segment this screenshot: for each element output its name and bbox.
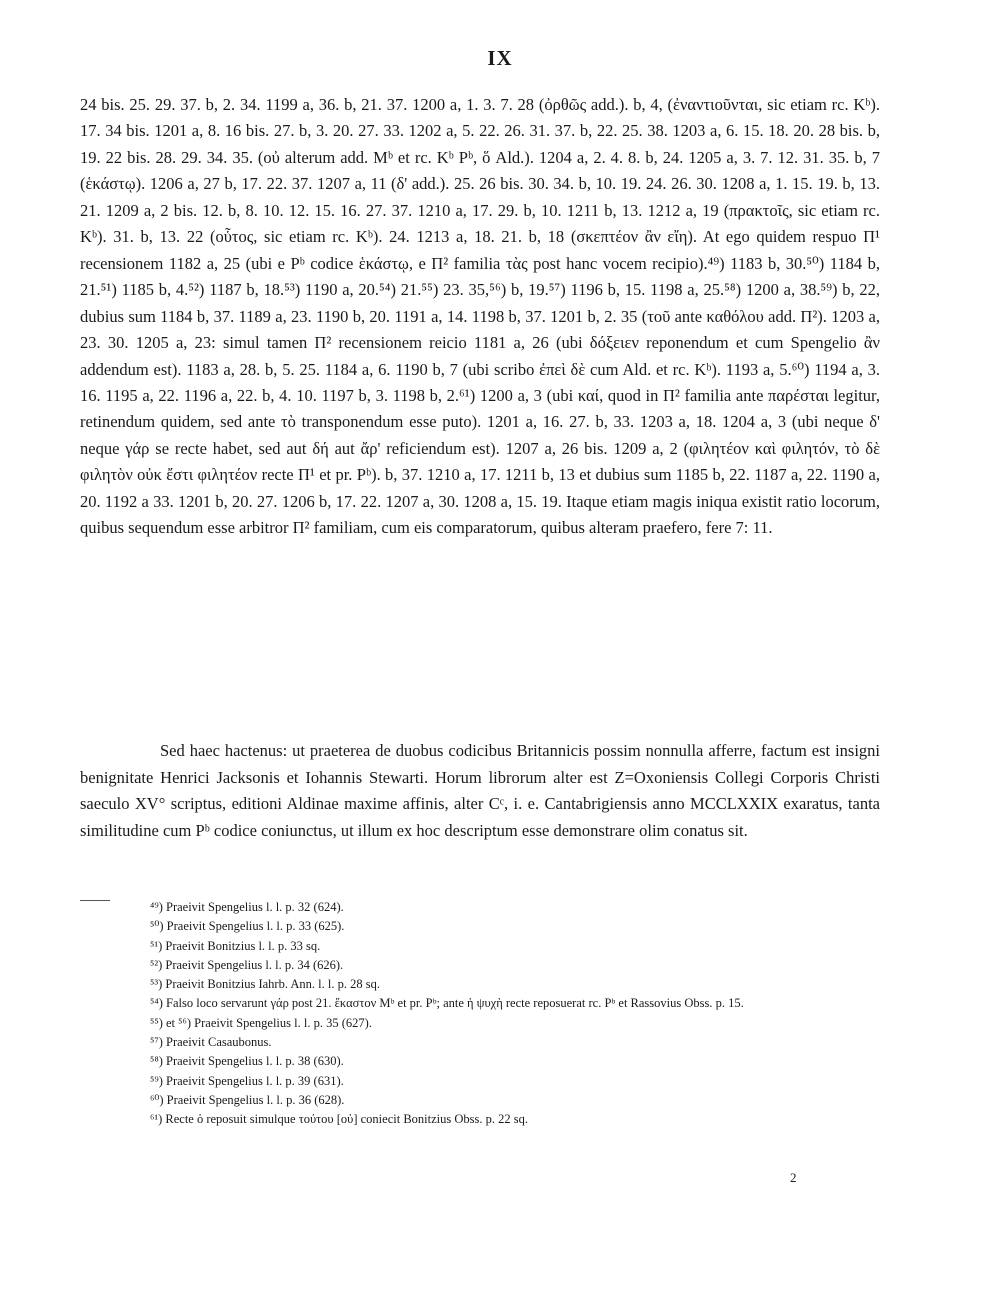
signature-mark: 2 [790,1170,797,1185]
footnote: ⁵¹) Praeivit Bonitzius l. l. p. 33 sq. [150,938,321,953]
footnotes [80,898,880,1130]
footnote: ⁵⁰) Praeivit Spengelius l. l. p. 33 (625). [150,919,345,934]
footnote: ⁵³) Praeivit Bonitzius Iahrb. Ann. l. l. p. 28 sq. [150,977,380,992]
footnote: ⁵⁹) Praeivit Spengelius l. l. p. 39 (631). [150,1073,344,1088]
paragraph: Sed haec hactenus: ut praeterea de duobus codicibus Britannicis possim nonnulla afferre, factum est insigni benignitate Henrici Jacksonis et Iohannis Stewarti. Horum librorum alter est Z=Oxoniensis Collegi Corporis Christi saeculo XV° scriptus, editioni Aldinae maxime affinis, alter Cᶜ, i. e. Cantabrigiensis anno MCCLXXIX exaratus, tanta similitudine cum Pᵇ codice coniunctus, ut illum ex hoc descriptum esse demonstrare olim conatus sit. [80,741,880,840]
footnote: ⁶¹) Recte ὁ reposuit simulque τούτου [οὐ] coniecit Bonitzius Obss. p. 22 sq. [150,1112,528,1127]
footnote: ⁵⁸) Praeivit Spengelius l. l. p. 38 (630). [150,1054,344,1069]
footnote: ⁶⁰) Praeivit Spengelius l. l. p. 36 (628). [150,1092,345,1107]
footnote: ⁵⁵) et ⁵⁶) Praeivit Spengelius l. l. p. 35 (627). [150,1015,372,1030]
paragraph: 24 bis. 25. 29. 37. b, 2. 34. 1199 a, 36. b, 21. 37. 1200 a, 1. 3. 7. 28 (ὀρθῶς add.). b, 4, (ἐναντιοῦνται, sic etiam rc. Kᵇ). 17. 34 bis. 1201 a, 8. 16 bis. 27. b, 3. 20. 27. 33. 1202 a, 5. 22. 26. 31. 37. b, 22. 25. 38. 1203 a, 6. 15. 18. 20. 28 bis. b, 19. 22 bis. 28. 29. 34. 35. (οὐ alterum add. Mᵇ et rc. Kᵇ Pᵇ, ὅ Ald.). 1204 a, 2. 4. 8. b, 24. 1205 a, 3. 7. 12. 31. 35. b, 7 (ἑκάστῳ). 1206 a, 27 b, 17. 22. 37. 1207 a, 11 (δ' add.). 25. 26 bis. 30. 34. b, 10. 19. 24. 26. 30. 1208 a, 1. 15. 19. b, 13. 21. 1209 a, 2 bis. 12. b, 8. 10. 12. 15. 16. 27. 37. 1210 a, 17. 29. b, 10. 1211 b, 13. 1212 a, 19 (πρακτοῖς, sic etiam rc. Kᵇ). 31. b, 13. 22 (οὗτος, sic etiam rc. Kᵇ). 24. 1213 a, 18. 21. b, 18 (σκεπτέον ἂν εἴη). At ego quidem respuo Π¹ recensionem 1182 a, 25 (ubi e Pᵇ codice ἑκάστῳ, e Π² familia τὰς post hanc vocem recipio).⁴⁹) 1183 b, 30.⁵⁰) 1184 b, 21.⁵¹) 1185 b, 4.⁵²) 1187 b, 18.⁵³) 1190 a, 20.⁵⁴) 21.⁵⁵) 23. 35,⁵⁶) b, 19.⁵⁷) 1196 b, 15. 1198 a, 25.⁵⁸) 1200 a, 38.⁵⁹) b, 22, dubius sum 1184 b, 37. 1189 a, 23. 1190 b, 20. 1191 a, 14. 1198 b, 37. 1201 b, 2. 35 (τοῦ ante καθόλου add. Π²). 1203 a, 23. 30. 1205 a, 23: simul tamen Π² recensionem reicio 1181 a, 26 (ubi δόξειεν reponendum et cum Spengelio ἂν addendum est). 1183 a, 28. b, 5. 25. 1184 a, 6. 1190 b, 7 (ubi scribo ἐπεὶ δὲ cum Ald. et rc. Kᵇ). 1193 a, 5.⁶⁰) 1194 a, 3. 16. 1195 a, 22. 1196 a, 22. b, 4. 10. 1197 b, 3. 1198 b, 2.⁶¹) 1200 a, 3 (ubi καί, quod in Π² familia ante παρέσται legitur, retinendum quidem, sed ante τὸ transponendum esse puto). 1201 a, 16. 27. b, 33. 1203 a, 18. 1204 a, 3 (ubi neque δ' neque γάρ se recte habet, sed aut δή aut ἄρ' reficiendum est). 1207 a, 26 bis. 1209 a, 2 (φιλητέον καὶ φιλητόν, τὸ δὲ φιλητὸν οὐκ ἔστι φιλητέον recte Π¹ et pr. Pᵇ). b, 37. 1210 a, 17. 1211 b, 13 et dubius sum 1185 b, 22. 1187 a, 22. 1190 a, 20. 1192 a 33. 1201 b, 20. 27. 1206 b, 17. 22. 1207 a, 30. 1208 a, 15. 19. Itaque etiam magis iniqua existit ratio locorum, quibus sequendum esse arbitror Π² familiam, cum eis comparatorum, quibus alteram praefero, fere 7: 11. [80,95,880,538]
footnote: ⁴⁹) Praeivit Spengelius l. l. p. 32 (624). [150,900,344,914]
footnote: ⁵²) Praeivit Spengelius l. l. p. 34 (626). [150,957,344,972]
footnote: ⁵⁷) Praeivit Casaubonus. [150,1035,272,1050]
page-number: IX [487,46,513,70]
footnote: ⁵⁴) Falso loco servarunt γάρ post 21. ἕκαστον Mᵇ et pr. Pᵇ; ante ἡ ψυχὴ recte reposuerat rc. Pᵇ et Rassovius Obss. p. 15. [150,996,744,1011]
